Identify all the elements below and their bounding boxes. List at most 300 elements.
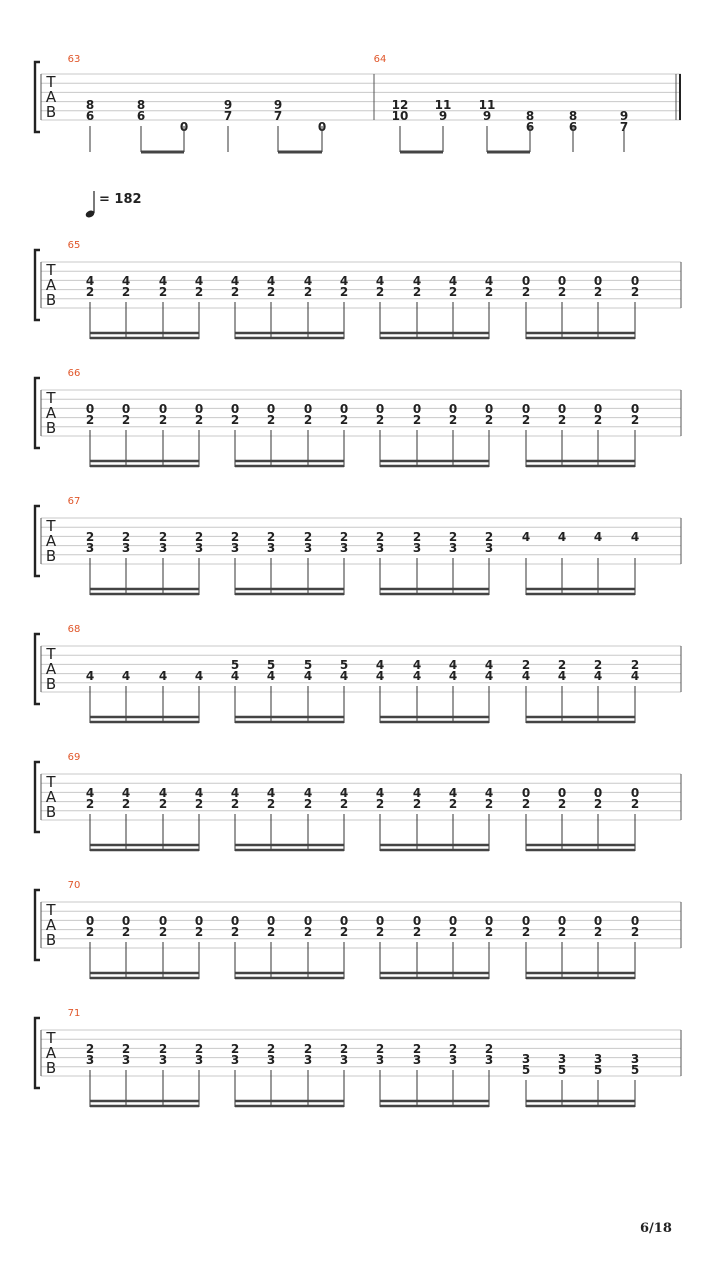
note <box>304 914 312 979</box>
fret-number: 3 <box>230 541 240 555</box>
tab-letter-t: T <box>46 645 56 663</box>
note <box>631 1052 639 1107</box>
note <box>522 402 530 467</box>
note <box>631 914 639 979</box>
fret-number: 4 <box>448 669 458 683</box>
fret-number: 2 <box>85 413 95 427</box>
fret-number: 2 <box>375 1042 385 1056</box>
tab-letter-b: B <box>45 1059 57 1077</box>
fret-number: 2 <box>230 285 240 299</box>
fret-number: 2 <box>339 797 349 811</box>
note <box>86 530 94 595</box>
tab-letter-b: B <box>45 803 57 821</box>
fret-number: 2 <box>230 1042 240 1056</box>
note <box>594 786 602 851</box>
note <box>180 120 188 152</box>
fret-number: 4 <box>230 274 240 288</box>
note <box>449 274 457 339</box>
tab-letter-a: A <box>45 276 57 294</box>
fret-number: 10 <box>391 109 409 123</box>
fret-number: 3 <box>412 1053 422 1067</box>
fret-number: 2 <box>85 1042 95 1056</box>
fret-number: 3 <box>230 1053 240 1067</box>
fret-number: 2 <box>630 285 640 299</box>
fret-number: 2 <box>448 1042 458 1056</box>
note <box>267 530 275 595</box>
tab-letter-t: T <box>46 261 56 279</box>
tab-letter-b: B <box>45 419 57 437</box>
fret-number: 2 <box>85 285 95 299</box>
fret-number: 5 <box>593 1063 603 1077</box>
note <box>449 786 457 851</box>
fret-number: 4 <box>303 274 313 288</box>
note <box>267 1042 275 1107</box>
note <box>413 658 421 723</box>
fret-number: 3 <box>266 1053 276 1067</box>
fret-number: 0 <box>484 914 494 928</box>
fret-number: 2 <box>85 797 95 811</box>
fret-number: 2 <box>194 285 204 299</box>
fret-number: 2 <box>484 797 494 811</box>
measure-63 <box>68 54 327 152</box>
fret-number: 2 <box>121 797 131 811</box>
fret-number: 8 <box>85 98 95 112</box>
fret-number: 4 <box>375 658 385 672</box>
fret-number: 2 <box>375 413 385 427</box>
note <box>526 109 534 152</box>
note <box>522 274 530 339</box>
fret-number: 6 <box>136 109 146 123</box>
fret-number: 2 <box>412 530 422 544</box>
note <box>267 914 275 979</box>
fret-number: 4 <box>593 530 603 544</box>
tab-letter-t: T <box>46 901 56 919</box>
fret-number: 3 <box>630 1052 640 1066</box>
system-66 <box>35 368 681 467</box>
note <box>122 669 130 723</box>
system-bracket <box>35 634 40 704</box>
note <box>195 669 203 723</box>
note <box>522 1052 530 1107</box>
fret-number: 2 <box>412 797 422 811</box>
fret-number: 4 <box>194 786 204 800</box>
note <box>267 786 275 851</box>
fret-number: 3 <box>484 541 494 555</box>
note <box>340 402 348 467</box>
note <box>479 98 496 152</box>
tab-letter-a: A <box>45 1044 57 1062</box>
system-69 <box>35 752 681 851</box>
fret-number: 4 <box>412 658 422 672</box>
note <box>631 402 639 467</box>
note <box>594 658 602 723</box>
fret-number: 0 <box>521 402 531 416</box>
fret-number: 0 <box>266 914 276 928</box>
note <box>594 1052 602 1107</box>
note <box>413 914 421 979</box>
fret-number: 4 <box>412 274 422 288</box>
fret-number: 4 <box>339 786 349 800</box>
note <box>413 402 421 467</box>
fret-number: 2 <box>85 925 95 939</box>
fret-number: 4 <box>121 786 131 800</box>
fret-number: 2 <box>339 925 349 939</box>
fret-number: 7 <box>273 109 283 123</box>
fret-number: 4 <box>121 669 131 683</box>
note <box>231 1042 239 1107</box>
note <box>122 402 130 467</box>
note <box>195 786 203 851</box>
fret-number: 9 <box>619 109 629 123</box>
measure-number: 66 <box>67 368 81 379</box>
fret-number: 5 <box>521 1063 531 1077</box>
fret-number: 2 <box>230 530 240 544</box>
note <box>122 530 130 595</box>
tab-letter-a: A <box>45 404 57 422</box>
note <box>594 530 602 595</box>
fret-number: 2 <box>158 530 168 544</box>
note <box>231 530 239 595</box>
fret-number: 3 <box>412 541 422 555</box>
note <box>435 98 452 152</box>
fret-number: 2 <box>194 413 204 427</box>
fret-number: 2 <box>194 925 204 939</box>
fret-number: 0 <box>266 402 276 416</box>
fret-number: 2 <box>303 1042 313 1056</box>
measure-number: 70 <box>67 880 81 891</box>
fret-number: 0 <box>593 914 603 928</box>
note <box>340 658 348 723</box>
fret-number: 4 <box>121 274 131 288</box>
fret-number: 3 <box>85 541 95 555</box>
fret-number: 7 <box>223 109 233 123</box>
fret-number: 0 <box>484 402 494 416</box>
fret-number: 2 <box>630 797 640 811</box>
fret-number: 4 <box>484 658 494 672</box>
fret-number: 2 <box>194 530 204 544</box>
note <box>304 1042 312 1107</box>
system-bracket <box>35 506 40 576</box>
fret-number: 2 <box>593 413 603 427</box>
fret-number: 3 <box>303 1053 313 1067</box>
note <box>267 658 275 723</box>
note <box>558 274 566 339</box>
fret-number: 2 <box>339 530 349 544</box>
fret-number: 0 <box>230 914 240 928</box>
fret-number: 2 <box>266 413 276 427</box>
fret-number: 2 <box>375 925 385 939</box>
tab-letter-a: A <box>45 788 57 806</box>
fret-number: 9 <box>482 109 492 123</box>
fret-number: 4 <box>339 669 349 683</box>
fret-number: 2 <box>484 530 494 544</box>
note <box>558 914 566 979</box>
fret-number: 4 <box>339 274 349 288</box>
fret-number: 2 <box>484 1042 494 1056</box>
fret-number: 2 <box>557 797 567 811</box>
fret-number: 2 <box>303 285 313 299</box>
system-70 <box>35 880 681 979</box>
fret-number: 3 <box>375 1053 385 1067</box>
note <box>485 402 493 467</box>
fret-number: 4 <box>412 786 422 800</box>
system-bracket <box>35 762 40 832</box>
note <box>195 914 203 979</box>
measure-number: 67 <box>67 496 81 507</box>
note <box>376 786 384 851</box>
fret-number: 2 <box>266 925 276 939</box>
fret-number: 5 <box>557 1063 567 1077</box>
fret-number: 2 <box>557 285 567 299</box>
note <box>340 530 348 595</box>
tab-letter-a: A <box>45 532 57 550</box>
system-65 <box>35 240 681 339</box>
fret-number: 2 <box>412 285 422 299</box>
note <box>274 98 282 152</box>
fret-number: 3 <box>194 541 204 555</box>
system-1 <box>35 54 681 152</box>
note <box>449 658 457 723</box>
fret-number: 4 <box>85 274 95 288</box>
note <box>224 98 232 152</box>
fret-number: 0 <box>557 402 567 416</box>
fret-number: 3 <box>448 541 458 555</box>
fret-number: 0 <box>303 914 313 928</box>
fret-number: 0 <box>194 402 204 416</box>
fret-number: 3 <box>121 1053 131 1067</box>
fret-number: 2 <box>448 413 458 427</box>
note <box>86 274 94 339</box>
fret-number: 2 <box>375 530 385 544</box>
note <box>86 402 94 467</box>
fret-number: 4 <box>593 669 603 683</box>
fret-number: 4 <box>303 669 313 683</box>
fret-number: 4 <box>484 669 494 683</box>
fret-number: 2 <box>484 925 494 939</box>
note <box>376 274 384 339</box>
note <box>631 658 639 723</box>
note <box>376 402 384 467</box>
fret-number: 4 <box>375 786 385 800</box>
note <box>376 530 384 595</box>
fret-number: 2 <box>266 530 276 544</box>
system-bracket <box>35 890 40 960</box>
note <box>485 914 493 979</box>
measure-64 <box>374 54 629 152</box>
fret-number: 3 <box>194 1053 204 1067</box>
fret-number: 2 <box>303 530 313 544</box>
note <box>231 786 239 851</box>
tab-letter-b: B <box>45 103 57 121</box>
fret-number: 2 <box>194 797 204 811</box>
fret-number: 11 <box>434 98 452 112</box>
fret-number: 2 <box>484 413 494 427</box>
fret-number: 5 <box>266 658 276 672</box>
note <box>558 658 566 723</box>
fret-number: 6 <box>85 109 95 123</box>
note <box>485 786 493 851</box>
note <box>122 1042 130 1107</box>
fret-number: 3 <box>339 1053 349 1067</box>
system-67 <box>35 496 681 595</box>
fret-number: 11 <box>478 98 496 112</box>
tab-letter-b: B <box>45 291 57 309</box>
system-71 <box>35 1008 681 1107</box>
note <box>86 669 94 723</box>
fret-number: 0 <box>339 914 349 928</box>
note <box>159 402 167 467</box>
fret-number: 4 <box>230 669 240 683</box>
note <box>86 98 94 152</box>
note <box>485 658 493 723</box>
tab-letter-t: T <box>46 389 56 407</box>
fret-number: 0 <box>630 402 640 416</box>
note <box>86 914 94 979</box>
note <box>267 402 275 467</box>
note <box>413 786 421 851</box>
note <box>122 914 130 979</box>
fret-number: 2 <box>158 1042 168 1056</box>
fret-number: 2 <box>448 530 458 544</box>
fret-number: 2 <box>121 530 131 544</box>
note <box>340 1042 348 1107</box>
fret-number: 0 <box>121 402 131 416</box>
fret-number: 2 <box>448 797 458 811</box>
note <box>122 274 130 339</box>
note <box>304 402 312 467</box>
note <box>304 786 312 851</box>
fret-number: 0 <box>412 402 422 416</box>
fret-number: 3 <box>121 541 131 555</box>
fret-number: 2 <box>121 925 131 939</box>
tab-letter-t: T <box>46 773 56 791</box>
fret-number: 4 <box>158 786 168 800</box>
fret-number: 0 <box>194 914 204 928</box>
fret-number: 2 <box>412 925 422 939</box>
fret-number: 4 <box>303 786 313 800</box>
fret-number: 6 <box>525 120 535 134</box>
tempo-text: = 182 <box>99 192 142 207</box>
note <box>522 530 530 595</box>
fret-number: 3 <box>158 1053 168 1067</box>
note <box>86 786 94 851</box>
fret-number: 2 <box>521 797 531 811</box>
tab-letter-a: A <box>45 660 57 678</box>
fret-number: 0 <box>630 274 640 288</box>
fret-number: 4 <box>448 274 458 288</box>
measure-number: 63 <box>67 54 81 65</box>
tab-letter-t: T <box>46 517 56 535</box>
note <box>522 786 530 851</box>
note <box>304 274 312 339</box>
fret-number: 2 <box>339 413 349 427</box>
note <box>485 530 493 595</box>
fret-number: 4 <box>557 669 567 683</box>
fret-number: 4 <box>194 274 204 288</box>
note <box>449 402 457 467</box>
fret-number: 2 <box>230 925 240 939</box>
fret-number: 7 <box>619 120 629 134</box>
fret-number: 2 <box>521 413 531 427</box>
fret-number: 2 <box>158 413 168 427</box>
fret-number: 2 <box>521 925 531 939</box>
fret-number: 2 <box>630 925 640 939</box>
fret-number: 2 <box>303 925 313 939</box>
fret-number: 0 <box>317 120 327 134</box>
fret-number: 9 <box>273 98 283 112</box>
tempo-marking <box>85 191 142 219</box>
fret-number: 2 <box>375 797 385 811</box>
note <box>449 1042 457 1107</box>
fret-number: 4 <box>230 786 240 800</box>
note <box>413 274 421 339</box>
fret-number: 4 <box>630 669 640 683</box>
fret-number: 0 <box>375 914 385 928</box>
fret-number: 2 <box>593 658 603 672</box>
note <box>594 914 602 979</box>
note <box>159 1042 167 1107</box>
note <box>340 786 348 851</box>
fret-number: 2 <box>557 413 567 427</box>
note <box>195 402 203 467</box>
fret-number: 2 <box>121 285 131 299</box>
fret-number: 0 <box>521 914 531 928</box>
fret-number: 2 <box>339 285 349 299</box>
fret-number: 2 <box>158 285 168 299</box>
fret-number: 2 <box>85 530 95 544</box>
fret-number: 0 <box>339 402 349 416</box>
measure-number: 71 <box>67 1008 81 1019</box>
note <box>318 120 326 152</box>
note <box>122 786 130 851</box>
fret-number: 0 <box>593 786 603 800</box>
fret-number: 2 <box>448 925 458 939</box>
fret-number: 2 <box>521 658 531 672</box>
fret-number: 4 <box>521 530 531 544</box>
note <box>231 274 239 339</box>
fret-number: 0 <box>557 786 567 800</box>
fret-number: 3 <box>448 1053 458 1067</box>
fret-number: 0 <box>521 786 531 800</box>
note <box>449 530 457 595</box>
tab-letter-a: A <box>45 88 57 106</box>
note <box>558 402 566 467</box>
fret-number: 0 <box>557 274 567 288</box>
system-bracket <box>35 62 40 132</box>
note <box>376 1042 384 1107</box>
fret-number: 0 <box>593 274 603 288</box>
fret-number: 2 <box>484 285 494 299</box>
fret-number: 2 <box>121 1042 131 1056</box>
note <box>631 530 639 595</box>
fret-number: 9 <box>438 109 448 123</box>
fret-number: 4 <box>448 786 458 800</box>
fret-number: 0 <box>179 120 189 134</box>
fret-number: 2 <box>266 1042 276 1056</box>
fret-number: 3 <box>303 541 313 555</box>
note <box>594 402 602 467</box>
fret-number: 0 <box>593 402 603 416</box>
note <box>159 669 167 723</box>
note <box>558 1052 566 1107</box>
fret-number: 2 <box>375 285 385 299</box>
note <box>485 1042 493 1107</box>
note <box>195 1042 203 1107</box>
system-bracket <box>35 1018 40 1088</box>
fret-number: 3 <box>339 541 349 555</box>
fret-number: 4 <box>266 274 276 288</box>
fret-number: 2 <box>194 1042 204 1056</box>
